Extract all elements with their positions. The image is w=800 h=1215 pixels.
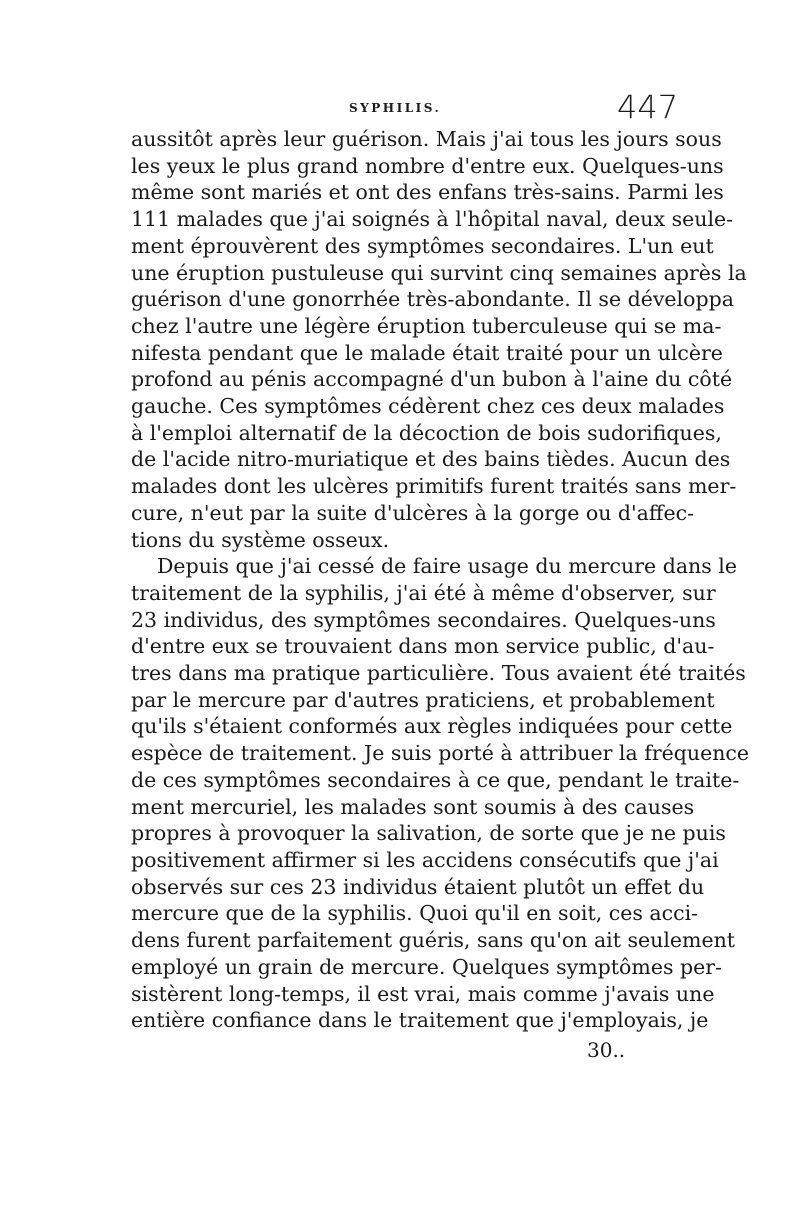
page-number: 447 bbox=[617, 88, 679, 126]
paragraph-end-line: tions du système osseux. bbox=[131, 527, 390, 552]
text-line: ment éprouvèrent des symptômes secondaires. L'un eut bbox=[131, 233, 714, 258]
text-line: guérison d'une gonorrhée très-abondante. Il se développa bbox=[131, 287, 734, 312]
text-line: ment mercuriel, les malades sont soumis à des causes bbox=[131, 794, 695, 819]
signature-mark: 30.. bbox=[587, 1038, 626, 1062]
text-line: d'entre eux se trouvaient dans mon service public, d'au- bbox=[131, 634, 715, 659]
text-line: chez l'autre une légère éruption tuberculeuse qui se ma- bbox=[131, 313, 722, 338]
text-line: dens furent parfaitement guéris, sans qu'on ait seulement bbox=[131, 928, 736, 953]
text-line: qu'ils s'étaient conformés aux règles indiquées pour cette bbox=[131, 714, 733, 739]
text-line: propres à provoquer la salivation, de sorte que je ne puis bbox=[131, 821, 726, 846]
text-line: tres dans ma pratique particulière. Tous avaient été traités bbox=[131, 661, 746, 686]
text-line: positivement affirmer si les accidens consécutifs que j'ai bbox=[131, 847, 719, 872]
text-line: nifesta pendant que le malade était traité pour un ulcère bbox=[131, 340, 723, 365]
body-text bbox=[131, 126, 750, 1034]
text-line: entière confiance dans le traitement que j'employais, je bbox=[131, 1008, 709, 1033]
text-line: 23 individus, des symptômes secondaires. Quelques-uns bbox=[131, 607, 716, 632]
text-line: même sont mariés et ont des enfans très-sains. Parmi les bbox=[131, 180, 724, 205]
text-line: cure, n'eut par la suite d'ulcères à la gorge ou d'affec- bbox=[131, 500, 695, 525]
text-line: aussitôt après leur guérison. Mais j'ai tous les jours sous bbox=[131, 127, 722, 151]
paragraph-start-line: Depuis que j'ai cessé de faire usage du mercure dans le bbox=[157, 554, 737, 579]
text-line: traitement de la syphilis, j'ai été à même d'observer, sur bbox=[131, 580, 716, 605]
text-line: par le mercure par d'autres praticiens, et probablement bbox=[131, 687, 715, 712]
text-line: mercure que de la syphilis. Quoi qu'il en soit, ces acci- bbox=[131, 901, 699, 926]
text-line: à l'emploi alternatif de la décoction de bois sudorifiques, bbox=[131, 420, 722, 445]
text-line: de ces symptômes secondaires à ce que, pendant le traite- bbox=[131, 767, 740, 792]
text-line: une éruption pustuleuse qui survint cinq semaines après la bbox=[131, 260, 747, 285]
text-line: les yeux le plus grand nombre d'entre eux. Quelques-uns bbox=[131, 153, 724, 178]
text-line: profond au pénis accompagné d'un bubon à l'aine du côté bbox=[131, 367, 733, 392]
text-line: de l'acide nitro-muriatique et des bains tièdes. Aucun des bbox=[131, 447, 731, 472]
running-title: SYPHILIS. bbox=[349, 101, 442, 115]
text-line: 111 malades que j'ai soignés à l'hôpital naval, deux seule- bbox=[131, 207, 734, 232]
text-line: gauche. Ces symptômes cédèrent chez ces deux malades bbox=[131, 394, 725, 419]
text-line: malades dont les ulcères primitifs furent traités sans mer- bbox=[131, 474, 737, 499]
text-line: observés sur ces 23 individus étaient plutôt un effet du bbox=[131, 874, 705, 899]
text-line: employé un grain de mercure. Quelques symptômes per- bbox=[131, 954, 722, 979]
text-line: sistèrent long-temps, il est vrai, mais comme j'avais une bbox=[131, 981, 715, 1006]
text-line: espèce de traitement. Je suis porté à attribuer la fréquence bbox=[131, 741, 750, 766]
